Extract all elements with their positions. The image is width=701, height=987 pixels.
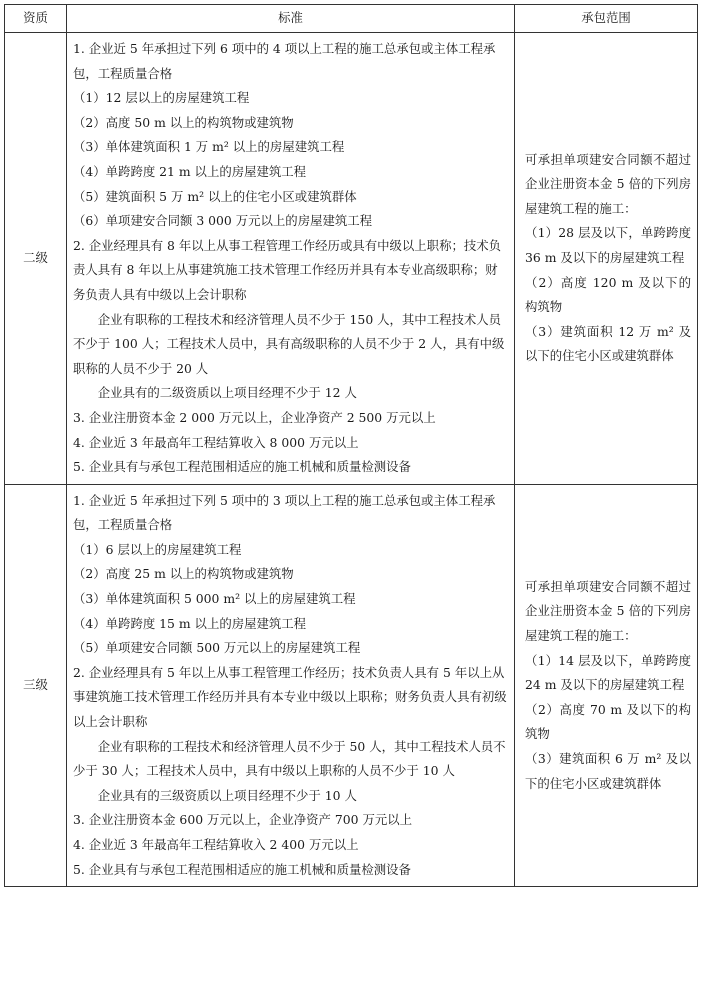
scope-cell — [515, 33, 698, 485]
standard-line: 企业有职称的工程技术和经济管理人员不少于 50 人，其中工程技术人员不少于 30 人；工程技术人员中，具有中级以上职称的人员不少于 10 人 — [73, 738, 506, 779]
standard-line: （5）建筑面积 5 万 m² 以上的住宅小区或建筑群体 — [73, 188, 357, 204]
standard-line: 2. 企业经理具有 5 年以上从事工程管理工作经历；技术负责人具有 5 年以上从事建筑施工技术管理工作经历并具有本专业中级以上职称；财务负责人具有初级以上会计职称 — [73, 664, 507, 730]
standard-line: 4. 企业近 3 年最高年工程结算收入 2 400 万元以上 — [73, 837, 359, 852]
standard-line: （1）6 层以上的房屋建筑工程 — [73, 541, 242, 557]
standard-line: 5. 企业具有与承包工程范围相适应的施工机械和质量检测设备 — [73, 861, 411, 877]
qualification-table — [4, 4, 698, 887]
scope-line: （2）高度 70 m 及以下的构筑物 — [525, 701, 691, 742]
header-standard: 标准 — [67, 5, 515, 33]
standard-line: 企业有职称的工程技术和经济管理人员不少于 150 人，其中工程技术人员不少于 100 人；工程技术人员中，具有高级职称的人员不少于 2 人，具有中级职称的人员不少于 20 人 — [73, 311, 505, 376]
standard-line: （4）单跨跨度 21 m 以上的房屋建筑工程 — [73, 163, 307, 179]
table-row — [5, 484, 698, 887]
standard-line: 2. 企业经理具有 8 年以上从事工程管理工作经历或具有中级以上职称；技术负责人具有 8 年以上从事建筑施工技术管理工作经历并具有本专业高级职称；财务负责人具有中级以上会计职称 — [73, 237, 502, 302]
scope-line: （1）14 层及以下，单跨跨度 24 m 及以下的房屋建筑工程 — [525, 652, 691, 693]
header-row — [5, 5, 698, 33]
scope-line: （3）建筑面积 12 万 m² 及以下的住宅小区或建筑群体 — [525, 323, 691, 364]
standard-line: （3）单体建筑面积 5 000 m² 以上的房屋建筑工程 — [73, 591, 356, 607]
scope-line: （3）建筑面积 6 万 m² 及以下的住宅小区或建筑群体 — [525, 750, 691, 791]
standard-line: 4. 企业近 3 年最高年工程结算收入 8 000 万元以上 — [73, 434, 359, 450]
header-grade: 资质 — [5, 5, 67, 33]
standard-line: 1. 企业近 5 年承担过下列 6 项中的 4 项以上工程的施工总承包或主体工程承包，工程质量合格 — [73, 41, 496, 81]
scope-line: （2）高度 120 m 及以下的构筑物 — [525, 274, 691, 315]
scope-cell — [515, 484, 698, 887]
scope-line: 可承担单项建安合同额不超过企业注册资本金 5 倍的下列房屋建筑工程的施工： — [525, 151, 691, 216]
scope-line: （1）28 层及以下，单跨跨度 36 m 及以下的房屋建筑工程 — [525, 225, 691, 266]
header-scope: 承包范围 — [515, 5, 698, 33]
standard-line: 企业具有的二级资质以上项目经理不少于 12 人 — [97, 385, 357, 401]
standard-cell — [67, 484, 515, 887]
standard-line: 3. 企业注册资本金 600 万元以上，企业净资产 700 万元以上 — [73, 812, 413, 828]
standard-line: （1）12 层以上的房屋建筑工程 — [73, 90, 250, 106]
standard-line: （3）单体建筑面积 1 万 m² 以上的房屋建筑工程 — [73, 139, 345, 155]
standard-line: 5. 企业具有与承包工程范围相适应的施工机械和质量检测设备 — [73, 459, 411, 475]
standard-line: （4）单跨跨度 15 m 以上的房屋建筑工程 — [73, 615, 307, 631]
scope-line: 可承担单项建安合同额不超过企业注册资本金 5 倍的下列房屋建筑工程的施工： — [525, 578, 691, 643]
grade-cell: 二级 — [5, 33, 67, 485]
table-row — [5, 33, 698, 485]
standard-line: 1. 企业近 5 年承担过下列 5 项中的 3 项以上工程的施工总承包或主体工程承包，工程质量合格 — [73, 492, 496, 533]
standard-line: 企业具有的三级资质以上项目经理不少于 10 人 — [97, 787, 357, 803]
standard-cell — [67, 33, 515, 485]
qualification-table-document — [4, 4, 698, 887]
standard-line: （5）单项建安合同额 500 万元以上的房屋建筑工程 — [73, 640, 361, 656]
standard-line: （2）高度 50 m 以上的构筑物或建筑物 — [73, 114, 294, 130]
standard-line: （6）单项建安合同额 3 000 万元以上的房屋建筑工程 — [73, 213, 373, 229]
grade-cell: 三级 — [5, 484, 67, 887]
standard-line: 3. 企业注册资本金 2 000 万元以上，企业净资产 2 500 万元以上 — [73, 409, 436, 425]
standard-line: （2）高度 25 m 以上的构筑物或建筑物 — [73, 566, 294, 582]
